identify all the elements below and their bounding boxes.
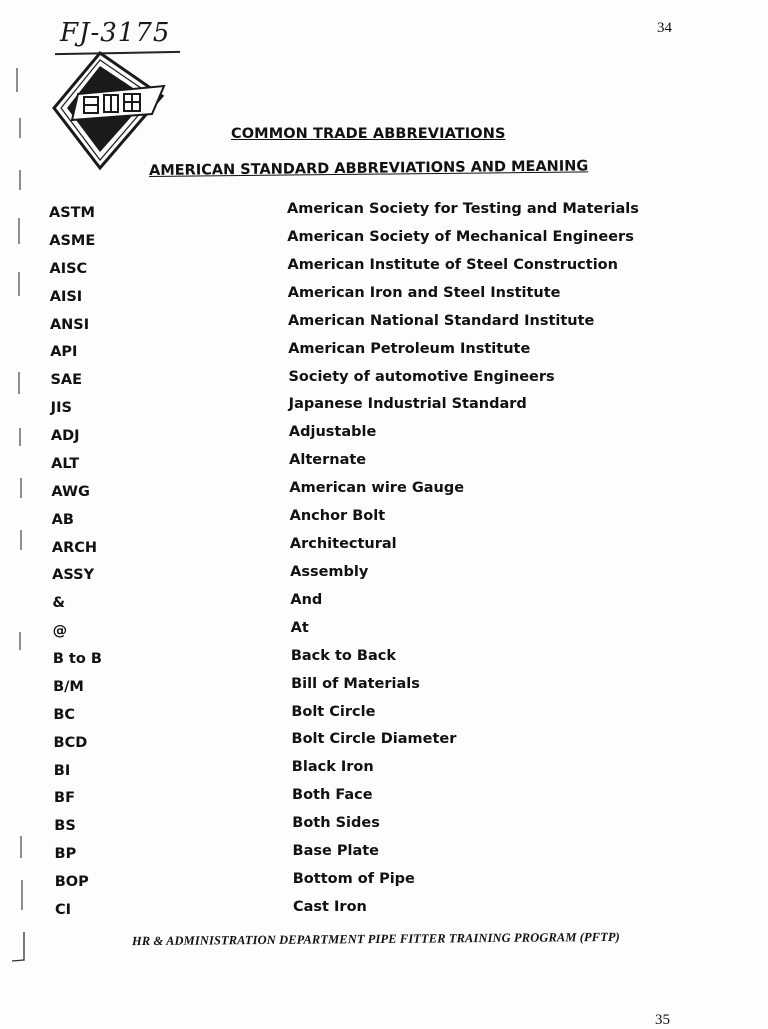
abbreviation-meaning: American Society of Mechanical Engineers [287,228,634,245]
document-subtitle: AMERICAN STANDARD ABBREVIATIONS AND MEANING [149,158,589,179]
abbreviation-meaning: Bill of Materials [291,675,420,692]
abbreviation-meaning: Base Plate [292,843,380,860]
abbreviation-meaning: Black Iron [291,759,374,776]
abbreviation-meaning: Bolt Circle [291,703,376,720]
abbreviation-meaning: Adjustable [288,424,377,441]
abbreviation-term: ANSI [49,316,90,333]
abbreviation-meaning: Assembly [290,563,369,580]
abbreviation-term: BP [54,846,77,863]
abbreviation-meaning: Anchor Bolt [289,508,386,525]
page-number: 34 [657,20,672,36]
next-page-number: 35 [655,1012,670,1028]
diamond-emblem-icon [48,50,170,172]
abbreviation-term: JIS [50,400,72,417]
abbreviation-term: ASME [49,232,96,249]
abbreviation-term: BC [53,706,76,723]
abbreviation-meaning: Architectural [289,536,397,553]
abbreviation-meaning: American National Standard Institute [287,312,595,329]
abbreviation-term: BI [53,762,71,779]
abbreviation-meaning: American Iron and Steel Institute [287,284,561,301]
abbreviation-term: SAE [50,372,83,389]
abbreviation-term: ARCH [51,539,98,556]
abbreviation-term: ADJ [50,428,80,445]
abbreviation-term: BF [54,790,75,807]
abbreviation-meaning: Alternate [289,452,367,469]
abbreviation-term: BCD [53,734,88,751]
abbreviation-meaning: Society of automotive Engineers [288,368,555,385]
document-title: COMMON TRADE ABBREVIATIONS [231,126,506,142]
abbreviation-term: B to B [52,651,102,668]
abbreviation-term: BOP [54,874,89,891]
abbreviation-term: AISI [49,288,83,305]
abbreviation-meaning: Japanese Industrial Standard [288,396,527,413]
abbreviation-meaning: Back to Back [290,647,396,664]
abbreviation-meaning: At [290,619,309,636]
abbreviation-term: AISC [49,260,88,277]
abbreviation-meaning: Cast Iron [293,899,367,915]
abbreviation-term: AWG [51,483,90,500]
abbreviation-meaning: American wire Gauge [289,480,465,497]
abbreviation-meaning: Bottom of Pipe [292,871,415,888]
abbreviation-term: ASTM [49,205,95,221]
abbreviation-term: @ [52,623,68,640]
abbreviation-meaning: Both Sides [292,815,380,832]
abbreviation-meaning: American Institute of Steel Construction [287,256,618,273]
abbreviation-meaning: American Society for Testing and Materials [287,201,639,217]
abbreviation-meaning: Bolt Circle Diameter [291,731,457,748]
abbreviation-term: CI [55,902,72,918]
abbreviation-meaning: And [290,591,323,608]
abbreviation-term: B/M [53,678,84,695]
handwritten-document-id: FJ-3175 [60,18,171,48]
abbreviation-term: API [50,344,78,361]
abbreviation-term: AB [51,511,74,528]
page-footer: HR & ADMINISTRATION DEPARTMENT PIPE FITTER TRAINING PROGRAM (PFTP) [131,929,620,949]
abbreviation-term: ASSY [52,567,95,584]
abbreviation-term: ALT [51,455,80,472]
abbreviation-term: & [52,595,66,612]
abbreviation-term: BS [54,818,76,835]
abbreviation-meaning: Both Face [292,787,373,804]
abbreviation-meaning: American Petroleum Institute [288,340,531,357]
